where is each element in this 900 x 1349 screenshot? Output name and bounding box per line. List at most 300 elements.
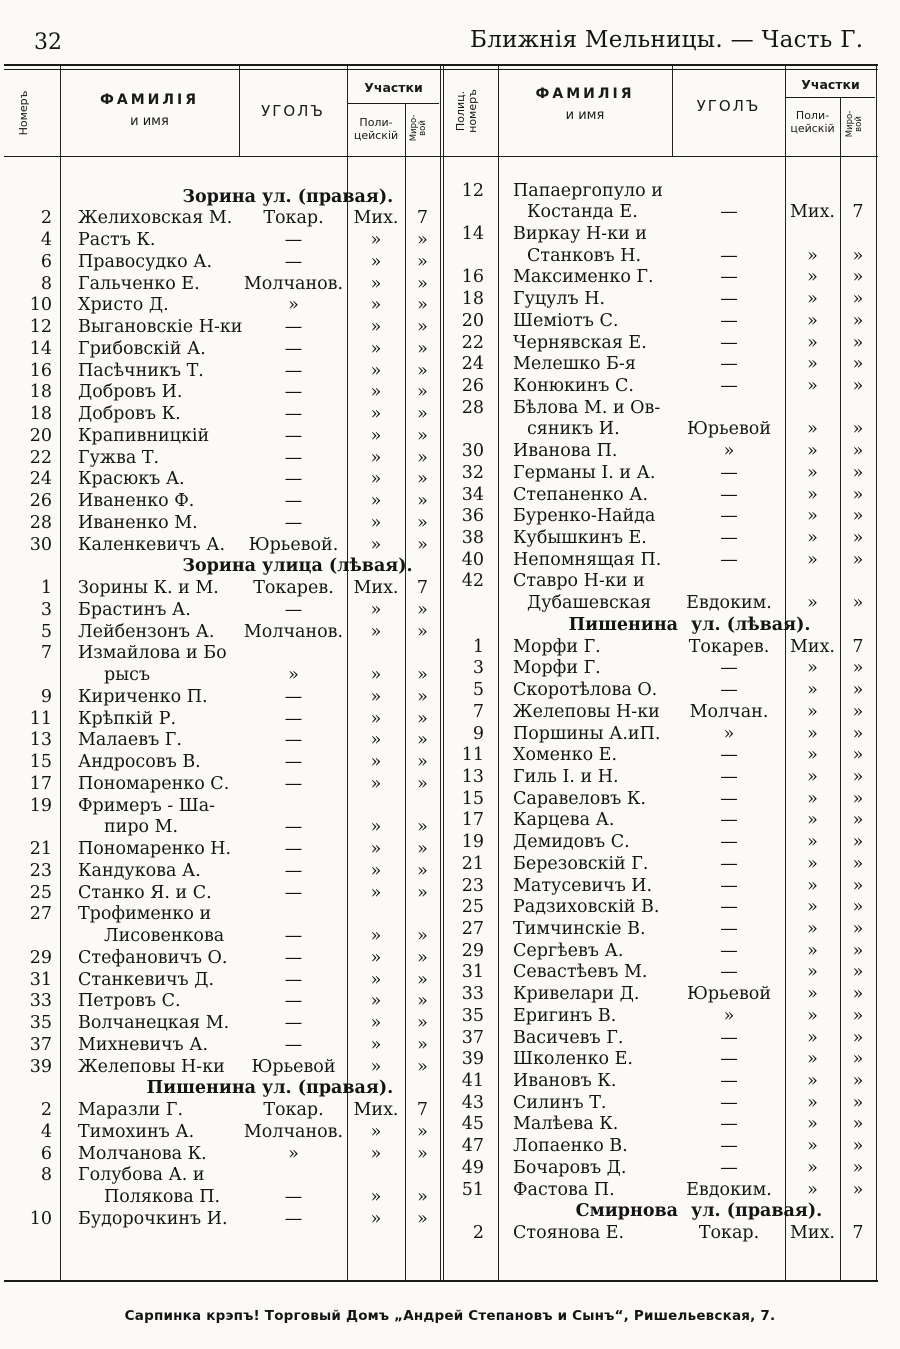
footer-advertisement: Сарпинка крэпъ! Торговый Домъ „Андрей Степановъ и Сынъ“, Ришельевская, 7. <box>124 1308 776 1324</box>
entry-peace-district: » <box>852 462 864 483</box>
entry-name: Красюкъ А. <box>78 469 185 490</box>
entry-police-district: Мих. <box>789 1223 835 1244</box>
header-districts-left: Участки <box>364 80 423 95</box>
entry-corner: — <box>720 528 738 549</box>
entry-corner: — <box>284 425 303 446</box>
entry-peace-district: » <box>417 817 428 838</box>
entry-corner: — <box>284 1013 303 1033</box>
entry-peace-district: » <box>852 1136 864 1157</box>
section-street: Пишенина <box>146 1078 256 1099</box>
entry-peace-district: » <box>852 723 864 744</box>
entry-peace-district: » <box>852 484 864 505</box>
entry-number: 30 <box>29 534 52 555</box>
entry-peace-district: » <box>852 832 864 853</box>
entry-peace-district: » <box>417 338 428 359</box>
entry-number: 1 <box>40 578 52 598</box>
entry-name: Станко Я. и С. <box>78 882 212 903</box>
section-street: Пишенина <box>568 614 678 635</box>
entry-police-district: » <box>807 1092 818 1113</box>
entry-name: сяникъ И. <box>527 419 620 440</box>
entry-corner: — <box>720 1092 738 1113</box>
entry-name: Силинъ Т. <box>513 1092 607 1113</box>
entry-number: 22 <box>29 447 52 468</box>
entry-name: Измайлова и Бо <box>78 643 227 664</box>
entry-peace-district: 7 <box>416 578 429 598</box>
entry-corner: — <box>284 991 303 1012</box>
entry-number: 31 <box>461 962 484 983</box>
entry-corner: — <box>720 1049 738 1070</box>
entry-police-district: » <box>807 528 818 549</box>
entry-peace-district: » <box>417 686 428 707</box>
entry-peace-district: » <box>852 289 864 310</box>
entry-number: 20 <box>29 425 52 446</box>
entry-police-district: » <box>807 1179 818 1200</box>
entry-corner: — <box>720 875 738 896</box>
entry-police-district: » <box>370 534 382 555</box>
entry-corner: — <box>284 947 303 968</box>
entry-name: Брастинъ А. <box>78 599 191 620</box>
entry-peace-district: » <box>417 251 428 272</box>
entry-name: Добровъ К. <box>78 404 181 424</box>
entry-police-district: » <box>370 317 382 337</box>
entry-police-district: » <box>807 1071 818 1092</box>
entry-peace-district: 7 <box>852 202 864 223</box>
entry-peace-district: » <box>852 549 864 570</box>
entry-number: 19 <box>29 795 52 816</box>
entry-name: Фастова П. <box>513 1179 615 1200</box>
entry-peace-district: » <box>417 1208 428 1229</box>
entry-name: Германы I. и А. <box>513 462 656 483</box>
entry-number: 33 <box>461 984 484 1005</box>
entry-number: 2 <box>472 1223 484 1244</box>
entry-number: 22 <box>461 332 484 353</box>
entry-police-district: » <box>807 875 818 896</box>
entry-name: Христо Д. <box>78 295 169 316</box>
entry-number: 4 <box>40 1121 52 1142</box>
entry-corner: Юрьевой. <box>248 534 339 555</box>
entry-corner: — <box>284 1034 303 1055</box>
entry-police-district: » <box>807 549 818 570</box>
entry-peace-district: » <box>417 360 428 381</box>
entry-name: Пономаренко С. <box>78 773 230 794</box>
entry-name: Иваненко Ф. <box>78 491 195 511</box>
entry-police-district: » <box>807 267 818 288</box>
entry-name: Стоянова Е. <box>513 1223 625 1244</box>
entry-corner: — <box>284 1208 303 1229</box>
entry-corner: — <box>720 506 738 527</box>
entry-name: Пасѣчникъ Т. <box>78 360 204 381</box>
section-side: ул. (правая). <box>691 1201 823 1222</box>
entry-name: Иваненко М. <box>78 512 198 533</box>
entry-peace-district: » <box>417 1187 428 1207</box>
entry-number: 43 <box>461 1092 484 1113</box>
entry-number: 8 <box>40 1165 52 1186</box>
entry-peace-district: » <box>417 1056 428 1077</box>
entry-police-district: » <box>370 969 382 990</box>
entry-number: 31 <box>29 969 52 990</box>
entry-number: 5 <box>40 621 52 642</box>
entry-peace-district: » <box>852 354 864 375</box>
entry-police-district: » <box>370 1187 382 1207</box>
entry-number: 17 <box>29 773 52 794</box>
entry-peace-district: » <box>417 425 428 446</box>
entry-name: Сергѣевъ А. <box>513 940 624 961</box>
entry-name: Костанда Е. <box>527 202 638 223</box>
entry-peace-district: » <box>417 969 428 990</box>
entry-number: 11 <box>29 708 52 729</box>
entry-number: 3 <box>40 599 52 620</box>
entry-number: 15 <box>29 752 52 772</box>
entry-police-district: » <box>370 382 382 403</box>
header-family-left: ФАМИЛІЯ и имя <box>100 92 199 129</box>
page-number: 32 <box>34 30 62 55</box>
entry-name: Демидовъ С. <box>513 832 630 853</box>
entry-corner: — <box>720 1027 738 1048</box>
entry-corner: » <box>288 665 299 685</box>
entry-corner: — <box>720 745 738 766</box>
entry-name: Еригинъ В. <box>513 1005 617 1026</box>
entry-number: 37 <box>29 1034 52 1055</box>
entry-peace-district: » <box>852 245 864 266</box>
entry-police-district: » <box>370 773 382 794</box>
header-number-right: Полиц. номеръ <box>454 89 479 133</box>
entry-name: Тимчинскіе В. <box>513 918 646 939</box>
entry-name: Зорины К. и М. <box>78 578 219 598</box>
entry-police-district: » <box>370 991 382 1012</box>
entry-police-district: » <box>807 1157 818 1178</box>
entry-name: Мелешко Б-я <box>513 354 636 375</box>
entry-corner: Юрьевой <box>686 984 772 1005</box>
entry-peace-district: » <box>417 1013 428 1033</box>
entry-peace-district: » <box>417 317 428 337</box>
entry-name: Малѣева К. <box>513 1114 619 1135</box>
entry-name: Морфи Г. <box>513 636 601 657</box>
entry-police-district: Мих. <box>789 202 835 223</box>
entry-corner: Молчанов. <box>243 273 344 294</box>
entry-number: 35 <box>29 1013 52 1033</box>
entry-corner: — <box>284 382 303 403</box>
entry-police-district: » <box>370 817 382 838</box>
entry-corner: — <box>720 354 738 375</box>
entry-corner: — <box>720 788 738 809</box>
entry-number: 27 <box>461 918 484 939</box>
entry-peace-district: » <box>417 752 428 772</box>
header-police-left: Поли- цейскій <box>353 116 399 142</box>
entry-number: 32 <box>461 462 484 483</box>
entry-peace-district: » <box>417 491 428 511</box>
section-side: ул. (лѣвая). <box>691 614 811 635</box>
entry-name: Растъ К. <box>78 230 156 250</box>
entry-peace-district: » <box>417 926 428 946</box>
entry-name: Морфи Г. <box>513 658 601 679</box>
entry-number: 13 <box>461 766 484 787</box>
entry-corner: — <box>284 512 303 533</box>
entry-number: 12 <box>29 317 52 337</box>
entry-corner: Евдоким. <box>686 593 772 614</box>
entry-police-district: » <box>370 926 382 946</box>
entry-police-district: » <box>807 918 818 939</box>
entry-number: 51 <box>461 1179 484 1200</box>
header-corner-right: УГОЛЪ <box>696 97 761 115</box>
entry-corner: — <box>284 969 303 990</box>
entry-name: Крапивницкій <box>78 425 210 446</box>
entry-corner: — <box>720 484 738 505</box>
entry-police-district: » <box>807 289 818 310</box>
entry-name: Кубышкинъ Е. <box>513 528 647 549</box>
entry-name: Малаевъ Г. <box>78 730 182 751</box>
entry-peace-district: » <box>852 810 864 831</box>
section-side: ул. (правая). <box>262 186 394 207</box>
entry-police-district: » <box>807 332 818 353</box>
entry-peace-district: » <box>852 1179 864 1200</box>
entry-number: 17 <box>461 810 484 831</box>
entry-peace-district: » <box>852 267 864 288</box>
entry-name: Лопаенко В. <box>513 1136 628 1157</box>
entry-peace-district: » <box>852 332 864 353</box>
entry-peace-district: » <box>417 599 428 620</box>
entry-peace-district: » <box>852 745 864 766</box>
entry-number: 36 <box>461 506 484 527</box>
entry-peace-district: » <box>852 441 864 462</box>
entry-police-district: » <box>807 375 818 396</box>
entry-number: 7 <box>472 701 484 722</box>
entry-name: Васичевъ Г. <box>513 1027 624 1048</box>
entry-police-district: » <box>370 512 382 533</box>
entry-peace-district: » <box>417 773 428 794</box>
entry-police-district: » <box>807 462 818 483</box>
entry-corner: — <box>720 310 738 331</box>
entry-name: Тимохинъ А. <box>78 1121 195 1142</box>
entry-corner: — <box>284 599 303 620</box>
entry-police-district: » <box>370 1034 382 1055</box>
entry-name: Правосудко А. <box>78 251 213 272</box>
entry-peace-district: » <box>852 788 864 809</box>
page-title: Ближнія Мельницы. — Часть Г. <box>470 27 864 53</box>
entry-name: Радзиховскій В. <box>513 897 660 918</box>
entry-number: 9 <box>40 686 52 707</box>
entry-police-district: Мих. <box>353 208 399 229</box>
entry-number: 12 <box>461 180 484 201</box>
entry-corner: — <box>720 810 738 831</box>
entry-police-district: » <box>807 441 818 462</box>
entry-peace-district: » <box>417 839 428 859</box>
entry-name: пиро М. <box>104 817 179 838</box>
entry-peace-district: » <box>417 730 428 751</box>
entry-police-district: » <box>370 404 382 424</box>
entry-police-district: » <box>370 947 382 968</box>
entry-name: Ивановъ К. <box>513 1071 617 1092</box>
entry-name: Маразли Г. <box>78 1100 184 1120</box>
entry-police-district: » <box>370 882 382 903</box>
entry-number: 23 <box>29 860 52 881</box>
entry-peace-district: » <box>852 375 864 396</box>
entry-peace-district: » <box>417 1143 428 1164</box>
entry-peace-district: » <box>852 701 864 722</box>
section-street: Зорина <box>182 186 256 207</box>
entry-peace-district: » <box>852 1027 864 1048</box>
entry-peace-district: » <box>417 708 428 729</box>
entry-police-district: » <box>807 940 818 961</box>
entry-peace-district: » <box>417 1121 428 1142</box>
entry-peace-district: » <box>417 947 428 968</box>
entry-number: 15 <box>461 788 484 809</box>
entry-corner: — <box>720 289 738 310</box>
section-side: улица (лѣвая). <box>262 556 413 577</box>
entry-number: 30 <box>461 441 484 462</box>
entry-police-district: » <box>370 491 382 511</box>
entry-police-district: » <box>807 766 818 787</box>
entry-number: 18 <box>461 289 484 310</box>
entry-number: 13 <box>29 730 52 751</box>
entry-corner: — <box>284 730 303 751</box>
entry-police-district: » <box>807 723 818 744</box>
entry-name: Желеповы Н-ки <box>78 1056 225 1077</box>
entry-peace-district: » <box>417 447 428 468</box>
top-double-rule <box>4 64 878 66</box>
section-street: Зорина <box>182 556 256 577</box>
entry-police-district: » <box>370 752 382 772</box>
entry-peace-district: » <box>852 766 864 787</box>
entry-number: 26 <box>29 491 52 511</box>
entry-number: 28 <box>29 512 52 533</box>
entry-police-district: » <box>807 810 818 831</box>
entry-name: Молчанова К. <box>78 1143 207 1164</box>
entry-police-district: » <box>807 658 818 679</box>
entry-number: 23 <box>461 875 484 896</box>
header-number-left: Номеръ <box>17 90 30 136</box>
entry-police-district: » <box>370 447 382 468</box>
entry-peace-district: » <box>852 897 864 918</box>
entry-peace-district: » <box>417 860 428 881</box>
entry-peace-district: » <box>852 1049 864 1070</box>
entry-corner: — <box>720 375 738 396</box>
entry-number: 10 <box>29 295 52 316</box>
entry-police-district: » <box>370 708 382 729</box>
entry-police-district: » <box>370 338 382 359</box>
bottom-rule <box>4 1280 878 1282</box>
entry-police-district: » <box>807 788 818 809</box>
entry-peace-district: 7 <box>416 1100 429 1120</box>
header-family-right: ФАМИЛІЯ и имя <box>535 86 635 123</box>
section-side: ул. (правая). <box>262 1078 394 1099</box>
entry-name: Грибовскій А. <box>78 338 206 359</box>
entry-peace-district: » <box>417 991 428 1012</box>
entry-peace-district: » <box>852 1114 864 1135</box>
entry-corner: — <box>284 882 303 903</box>
entry-number: 9 <box>472 723 484 744</box>
entry-corner: » <box>288 1143 299 1164</box>
entry-name: Станкевичъ Д. <box>78 969 215 990</box>
entry-name: Степаненко А. <box>513 484 649 505</box>
entry-name: Полякова П. <box>104 1187 221 1207</box>
entry-number: 39 <box>29 1056 52 1077</box>
entry-name: Фримеръ - Ша- <box>78 795 216 816</box>
entry-number: 6 <box>40 1143 52 1164</box>
entry-corner: Юрьевой <box>251 1056 336 1077</box>
entry-police-district: » <box>370 686 382 707</box>
entry-corner: — <box>720 832 738 853</box>
entry-name: Лисовенкова <box>104 926 225 946</box>
entry-number: 33 <box>29 991 52 1012</box>
entry-corner: Токар. <box>263 208 324 229</box>
entry-police-district: » <box>807 1049 818 1070</box>
entry-peace-district: » <box>852 680 864 701</box>
entry-peace-district: » <box>417 621 428 642</box>
entry-corner: » <box>723 723 735 744</box>
entry-police-district: » <box>807 419 818 440</box>
entry-name: Березовскій Г. <box>513 853 649 874</box>
entry-number: 29 <box>29 947 52 968</box>
entry-number: 11 <box>461 745 484 766</box>
entry-corner: Евдоким. <box>686 1179 772 1200</box>
entry-name: Каленкевичъ А. <box>78 534 226 555</box>
entry-peace-district: » <box>852 853 864 874</box>
entry-corner: — <box>284 251 303 272</box>
entry-police-district: » <box>807 745 818 766</box>
header-districts-right: Участки <box>801 77 860 92</box>
entry-peace-district: 7 <box>852 636 864 657</box>
entry-number: 29 <box>461 940 484 961</box>
entry-corner: — <box>284 469 303 490</box>
entry-police-district: » <box>370 1121 382 1142</box>
entry-peace-district: » <box>417 512 428 533</box>
entry-name: Гиль I. и Н. <box>513 766 619 787</box>
entry-police-district: Мих. <box>353 1100 399 1120</box>
entry-police-district: » <box>370 425 382 446</box>
entry-corner: — <box>720 462 738 483</box>
header-police-right: Поли- цейскій <box>790 109 835 135</box>
entry-number: 8 <box>40 273 52 294</box>
entry-name: Иванова П. <box>513 441 618 462</box>
entry-corner: — <box>720 1114 738 1135</box>
entry-name: Андросовъ В. <box>78 752 201 772</box>
entry-number: 16 <box>461 267 484 288</box>
entry-peace-district: » <box>852 940 864 961</box>
entry-number: 37 <box>461 1027 484 1048</box>
entry-number: 18 <box>29 382 52 403</box>
entry-number: 21 <box>461 853 484 874</box>
entry-number: 42 <box>461 571 484 592</box>
entry-police-district: » <box>370 273 382 294</box>
entry-corner: » <box>723 1005 735 1026</box>
entry-police-district: » <box>370 621 382 642</box>
entry-name: Матусевичъ И. <box>513 875 653 896</box>
entry-number: 41 <box>461 1071 484 1092</box>
entry-number: 49 <box>461 1157 484 1178</box>
entry-corner: — <box>284 491 303 511</box>
entry-corner: — <box>284 752 303 772</box>
entry-number: 19 <box>461 832 484 853</box>
entry-corner: — <box>284 839 303 859</box>
entry-corner: — <box>720 918 738 939</box>
entry-name: Петровъ С. <box>78 991 181 1012</box>
header-bottom-rule <box>4 156 878 157</box>
entry-peace-district: » <box>852 875 864 896</box>
entry-police-district: » <box>807 245 818 266</box>
entry-police-district: » <box>807 984 818 1005</box>
entry-corner: Токарев. <box>688 636 770 657</box>
entry-police-district: » <box>370 730 382 751</box>
entry-peace-district: » <box>852 310 864 331</box>
entry-peace-district: » <box>417 1034 428 1055</box>
entry-peace-district: » <box>852 984 864 1005</box>
entry-police-district: » <box>370 1143 382 1164</box>
header-corner-left: УГОЛЪ <box>261 102 325 120</box>
entry-number: 34 <box>461 484 484 505</box>
entry-number: 14 <box>461 223 484 244</box>
entry-corner: — <box>720 1071 738 1092</box>
entry-name: Шеміотъ С. <box>513 310 619 331</box>
